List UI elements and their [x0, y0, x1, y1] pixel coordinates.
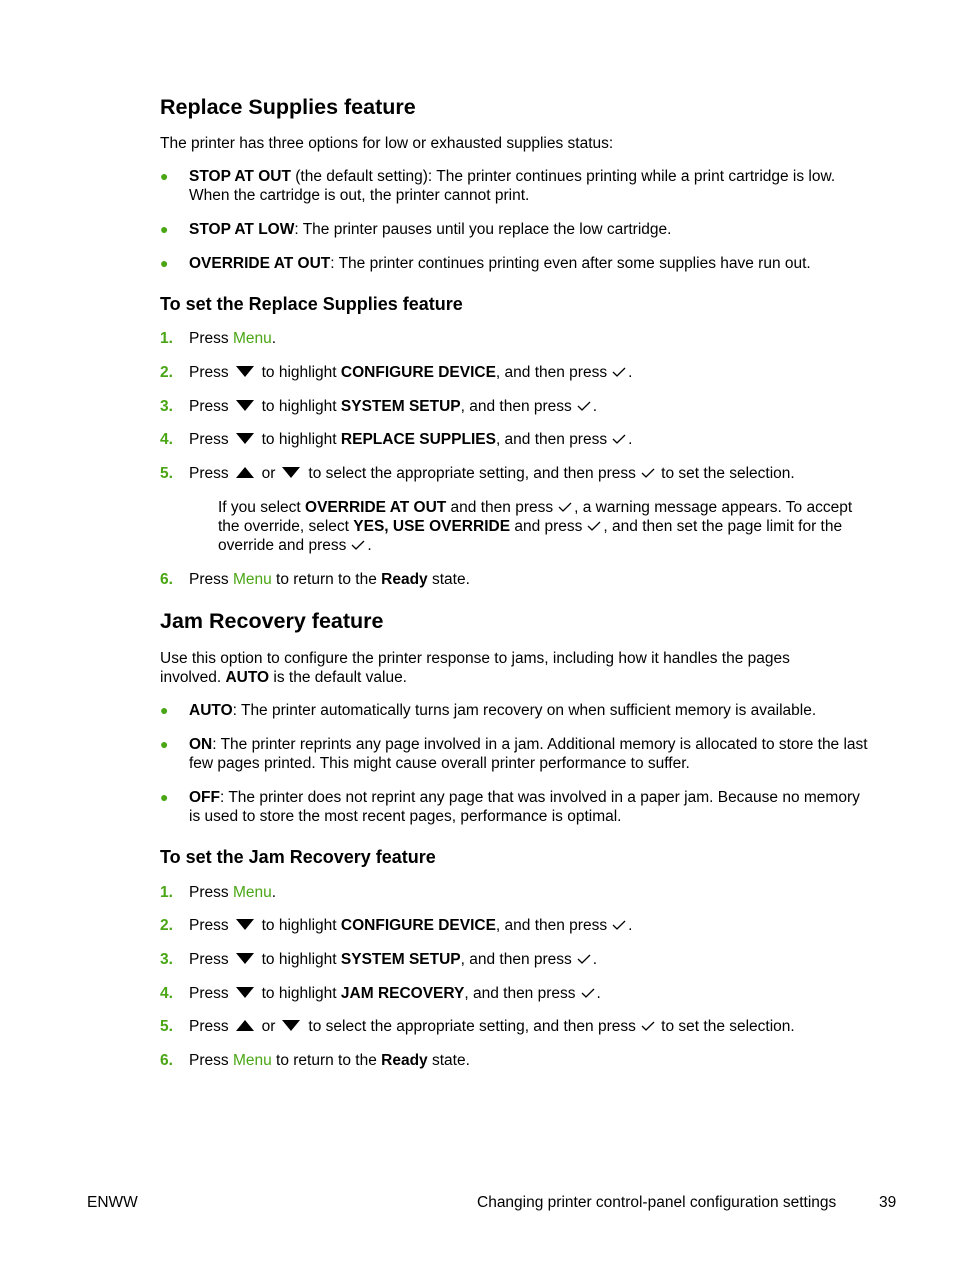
down-arrow-icon — [236, 987, 254, 998]
checkmark-icon — [612, 434, 626, 444]
up-arrow-icon — [236, 1020, 254, 1031]
step-number: 1. — [160, 884, 173, 901]
checkmark-icon — [612, 920, 626, 930]
step-number: 6. — [160, 1052, 173, 1069]
step-number: 3. — [160, 398, 173, 415]
checkmark-icon — [587, 521, 601, 531]
step-configure-device: Press to highlight CONFIGURE DEVICE, and then press . — [189, 364, 633, 381]
procedure-title-jam-recovery: To set the Jam Recovery feature — [160, 847, 436, 867]
list-item-stop-at-out: STOP AT OUT (the default setting): The printer continues printing while a print cartridge is low. When the cartridge is out, the printer cannot print. — [189, 168, 836, 204]
step-press-menu: Press Menu. — [189, 330, 277, 347]
bullet-dot-icon: ● — [160, 221, 169, 237]
up-arrow-icon — [236, 467, 254, 478]
down-arrow-icon — [236, 919, 254, 930]
bullet-dot-icon: ● — [160, 736, 169, 752]
step-number: 4. — [160, 985, 173, 1002]
checkmark-icon — [558, 502, 572, 512]
step-replace-supplies: Press to highlight REPLACE SUPPLIES, and then press . — [189, 431, 633, 448]
checkmark-icon — [351, 540, 365, 550]
down-arrow-icon — [282, 1020, 300, 1031]
step-select-setting: Press or to select the appropriate setting, and then press to set the selection. — [189, 465, 795, 482]
down-arrow-icon — [236, 366, 254, 377]
step-return-ready: Press Menu to return to the Ready state. — [189, 1052, 470, 1069]
bullet-dot-icon: ● — [160, 255, 169, 271]
step-press-menu: Press Menu. — [189, 884, 277, 901]
step-configure-device: Press to highlight CONFIGURE DEVICE, and then press . — [189, 917, 633, 934]
list-item-auto: AUTO: The printer automatically turns jam recovery on when sufficient memory is available. — [189, 702, 817, 719]
bullet-dot-icon: ● — [160, 168, 169, 184]
step-number: 1. — [160, 330, 173, 347]
step-number: 2. — [160, 917, 173, 934]
page-number: 39 — [879, 1194, 897, 1211]
replace-intro: The printer has three options for low or exhausted supplies status: — [160, 135, 614, 152]
down-arrow-icon — [236, 400, 254, 411]
checkmark-icon — [641, 468, 655, 478]
checkmark-icon — [577, 401, 591, 411]
list-item-off: OFF: The printer does not reprint any page that was involved in a paper jam. Because no memory is used to store the most recent pages, performance is optimal. — [189, 789, 860, 825]
list-item-override-at-out: OVERRIDE AT OUT: The printer continues printing even after some supplies have run out. — [189, 255, 811, 272]
checkmark-icon — [581, 988, 595, 998]
step-number: 2. — [160, 364, 173, 381]
procedure-title-replace-supplies: To set the Replace Supplies feature — [160, 294, 463, 314]
step-select-setting: Press or to select the appropriate setting, and then press to set the selection. — [189, 1018, 795, 1035]
jam-intro: Use this option to configure the printer response to jams, including how it handles the pages involved. AUTO is the default value. — [160, 650, 790, 686]
down-arrow-icon — [236, 953, 254, 964]
step-system-setup: Press to highlight SYSTEM SETUP, and then press . — [189, 951, 598, 968]
down-arrow-icon — [236, 433, 254, 444]
footer-left-label: ENWW — [87, 1194, 138, 1211]
bullet-dot-icon: ● — [160, 702, 169, 718]
step-number: 4. — [160, 431, 173, 448]
menu-button-label: Menu — [232, 1052, 272, 1069]
step-system-setup: Press to highlight SYSTEM SETUP, and then press . — [189, 398, 598, 415]
step-jam-recovery: Press to highlight JAM RECOVERY, and then press . — [189, 985, 601, 1002]
checkmark-icon — [641, 1021, 655, 1031]
checkmark-icon — [577, 954, 591, 964]
checkmark-icon — [612, 367, 626, 377]
menu-button-label: Menu — [232, 330, 272, 347]
down-arrow-icon — [282, 467, 300, 478]
bullet-dot-icon: ● — [160, 789, 169, 805]
section-title-replace-supplies: Replace Supplies feature — [160, 95, 416, 119]
override-note: If you select OVERRIDE AT OUT and then press , a warning message appears. To accept the override, select YES, USE OVERRIDE and press , and then set the page limit for the override and press . — [218, 499, 853, 554]
step-number: 6. — [160, 571, 173, 588]
list-item-on: ON: The printer reprints any page involved in a jam. Additional memory is allocated to store the last few pages printed. This might cause overall printer performance to suffer. — [189, 736, 868, 772]
menu-button-label: Menu — [232, 884, 272, 901]
step-number: 3. — [160, 951, 173, 968]
step-number: 5. — [160, 1018, 173, 1035]
menu-button-label: Menu — [232, 571, 272, 588]
list-item-stop-at-low: STOP AT LOW: The printer pauses until you replace the low cartridge. — [189, 221, 672, 238]
step-return-ready: Press Menu to return to the Ready state. — [189, 571, 470, 588]
step-number: 5. — [160, 465, 173, 482]
footer-section-title: Changing printer control-panel configuration settings — [477, 1194, 837, 1211]
section-title-jam-recovery: Jam Recovery feature — [160, 609, 384, 633]
